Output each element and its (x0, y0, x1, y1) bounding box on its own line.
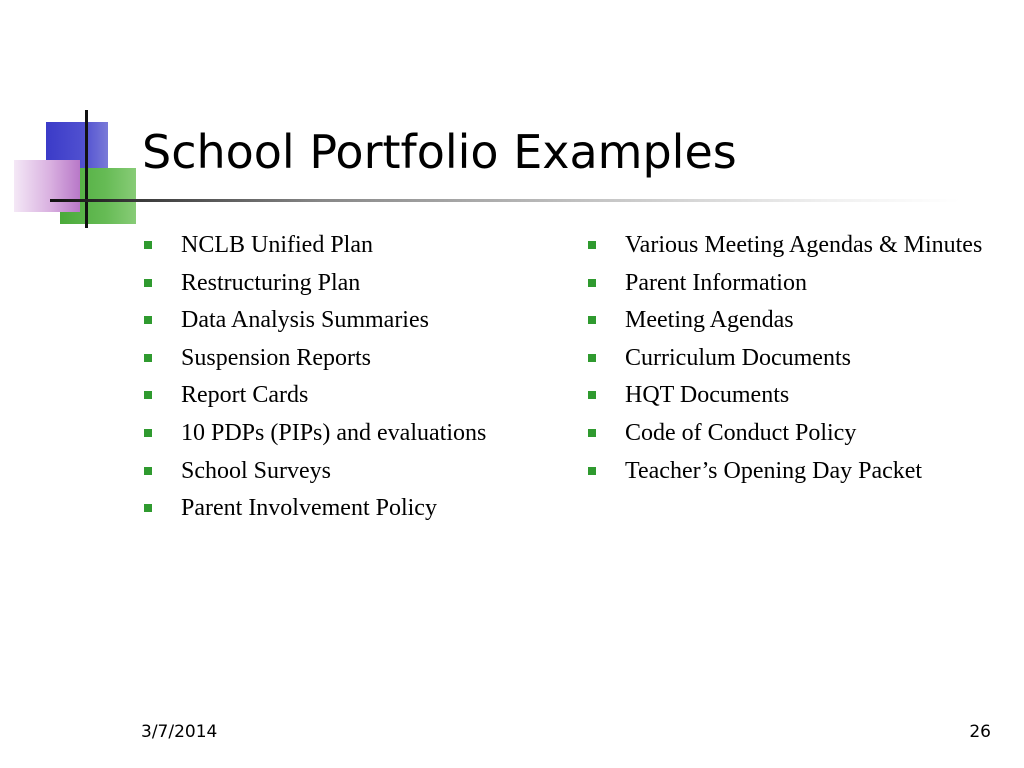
list-item-text: HQT Documents (625, 382, 790, 409)
list-item-text: Parent Information (625, 269, 807, 296)
list-item (144, 268, 554, 298)
footer-date: 3/7/2014 (141, 722, 218, 742)
list-item-text: Meeting Agendas (625, 307, 794, 334)
square-bullet-icon (144, 279, 152, 287)
list-item-text: Data Analysis Summaries (181, 307, 429, 334)
list-item-text: School Surveys (181, 457, 331, 484)
square-bullet-icon (588, 429, 596, 437)
list-item-text: 10 PDPs (PIPs) and evaluations (181, 419, 487, 446)
list-item-text: NCLB Unified Plan (181, 232, 373, 258)
square-bullet-icon (144, 467, 152, 475)
list-item (144, 230, 554, 260)
list-item (588, 305, 988, 335)
list-item (144, 343, 554, 373)
square-bullet-icon (588, 241, 596, 249)
list-item (588, 456, 988, 486)
decorative-pink-square (14, 160, 80, 212)
list-item (588, 268, 988, 298)
square-bullet-icon (588, 354, 596, 362)
title-underline (50, 199, 960, 202)
list-item (144, 456, 554, 486)
list-item (144, 305, 554, 335)
left-bullet-list (144, 230, 554, 531)
list-item (588, 343, 988, 373)
list-item-text: Various Meeting Agendas & Minutes (625, 232, 983, 258)
decorative-vertical-line (85, 110, 88, 228)
square-bullet-icon (588, 391, 596, 399)
square-bullet-icon (588, 467, 596, 475)
list-item (144, 493, 554, 523)
right-bullet-list (588, 230, 988, 493)
list-item-text: Report Cards (181, 382, 309, 409)
square-bullet-icon (588, 316, 596, 324)
list-item (144, 418, 554, 448)
list-item (588, 380, 988, 410)
list-item (144, 380, 554, 410)
square-bullet-icon (144, 429, 152, 437)
list-item (588, 230, 988, 260)
list-item-text: Parent Involvement Policy (181, 495, 437, 522)
list-item-text: Code of Conduct Policy (625, 419, 857, 446)
list-item-text: Teacher’s Opening Day Packet (625, 457, 923, 484)
square-bullet-icon (588, 279, 596, 287)
footer-page-number: 26 (969, 722, 991, 742)
list-item-text: Suspension Reports (181, 344, 372, 371)
square-bullet-icon (144, 316, 152, 324)
slide-title: School Portfolio Examples (142, 125, 737, 179)
square-bullet-icon (144, 354, 152, 362)
square-bullet-icon (144, 391, 152, 399)
square-bullet-icon (144, 241, 152, 249)
list-item-text: Curriculum Documents (625, 344, 851, 371)
list-item (588, 418, 988, 448)
list-item-text: Restructuring Plan (181, 269, 361, 296)
square-bullet-icon (144, 504, 152, 512)
